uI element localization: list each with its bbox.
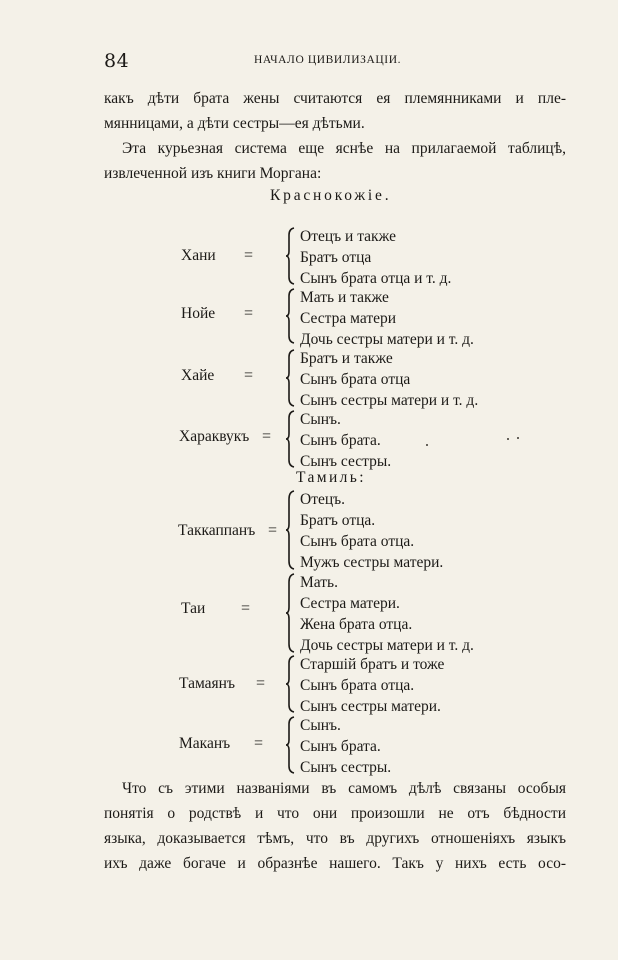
equals-sign: = [254, 735, 264, 752]
relation-item: Сестра матери. [300, 595, 400, 612]
relation-item: Сынъ. [300, 411, 341, 428]
relation-item: Братъ отца. [300, 512, 376, 529]
kinship-term: Тамаянъ [179, 675, 235, 692]
intro-paragraph [104, 86, 566, 186]
intro-line: какъ дѣти брата жены считаются ея племянниками и пле- [104, 90, 566, 107]
relation-item: Дочь сестры матери и т. д. [300, 637, 474, 654]
kinship-term: Таи [181, 600, 206, 617]
equals-sign: = [244, 247, 254, 264]
relation-item: Дочь сестры матери и т. д. [300, 331, 474, 348]
relation-item: Старшiй братъ и тоже [300, 656, 445, 673]
brace-icon [286, 349, 296, 407]
print-speck [517, 437, 519, 439]
section-heading-tamil: Тамиль: [296, 469, 366, 486]
brace-icon [286, 716, 296, 774]
relation-item: Сынъ брата отца. [300, 533, 415, 550]
print-speck [507, 438, 509, 440]
relation-item: Сынъ брата отца и т. д. [300, 270, 452, 287]
relation-item: Сынъ брата. [300, 432, 381, 449]
relation-item: Сынъ брата отца [300, 371, 411, 388]
equals-sign: = [244, 367, 254, 384]
section-heading-redskins: Краснокожiе. [270, 187, 392, 204]
relation-item: Сынъ. [300, 717, 341, 734]
brace-icon [286, 410, 296, 468]
relation-item: Сынъ сестры матери и т. д. [300, 392, 479, 409]
kinship-term: Хани [181, 247, 216, 264]
closing-line: языка, доказывается тѣмъ, что въ другихъ отношенiяхъ языкъ [104, 830, 566, 847]
equals-sign: = [256, 675, 266, 692]
brace-icon [286, 227, 296, 285]
relation-item: Сынъ сестры. [300, 759, 392, 776]
intro-line: Эта курьезная система еще яснѣе на прилагаемой таблицѣ, [122, 140, 566, 157]
brace-icon [286, 655, 296, 713]
equals-sign: = [244, 305, 254, 322]
kinship-term: Нойе [181, 305, 216, 322]
relation-item: Сынъ сестры. [300, 453, 392, 470]
relation-item: Сынъ сестры матери. [300, 698, 441, 715]
kinship-term: Хайе [181, 367, 215, 384]
equals-sign: = [262, 428, 272, 445]
kinship-term: Маканъ [179, 735, 231, 752]
page-header [104, 50, 566, 74]
page-number: 84 [104, 50, 130, 72]
brace-icon [286, 288, 296, 344]
relation-item: Мужъ сестры матери. [300, 554, 444, 571]
closing-line: ихъ даже богаче и образнѣе нашего. Такъ у нихъ есть осо- [104, 855, 566, 872]
closing-line: Что съ этими названiями въ самомъ дѣлѣ связаны особыя [122, 780, 566, 797]
running-title: НАЧАЛО ЦИВИЛИЗАЦIИ. [254, 54, 402, 66]
relation-item: Сынъ брата отца. [300, 677, 415, 694]
intro-line: извлеченной изъ книги Моргана: [104, 165, 322, 182]
relation-item: Братъ и также [300, 350, 393, 367]
relation-item: Сестра матери [300, 310, 397, 327]
kinship-term: Хараквукъ [179, 428, 250, 445]
print-speck [426, 444, 428, 446]
intro-line: мянницами, а дѣти сестры—ея дѣтьми. [104, 115, 365, 132]
brace-icon [286, 573, 296, 653]
relation-item: Мать. [300, 574, 338, 591]
kinship-term: Таккаппанъ [178, 522, 256, 539]
relation-item: Сынъ брата. [300, 738, 381, 755]
equals-sign: = [241, 600, 251, 617]
equals-sign: = [268, 522, 278, 539]
relation-item: Мать и также [300, 289, 389, 306]
relation-item: Братъ отца [300, 249, 372, 266]
closing-paragraph [104, 776, 566, 876]
relation-item: Отецъ и также [300, 228, 396, 245]
closing-line: понятiя о родствѣ и что они произошли не отъ бѣдности [104, 805, 566, 822]
relation-item: Жена брата отца. [300, 616, 413, 633]
relation-item: Отецъ. [300, 491, 346, 508]
brace-icon [286, 490, 296, 570]
